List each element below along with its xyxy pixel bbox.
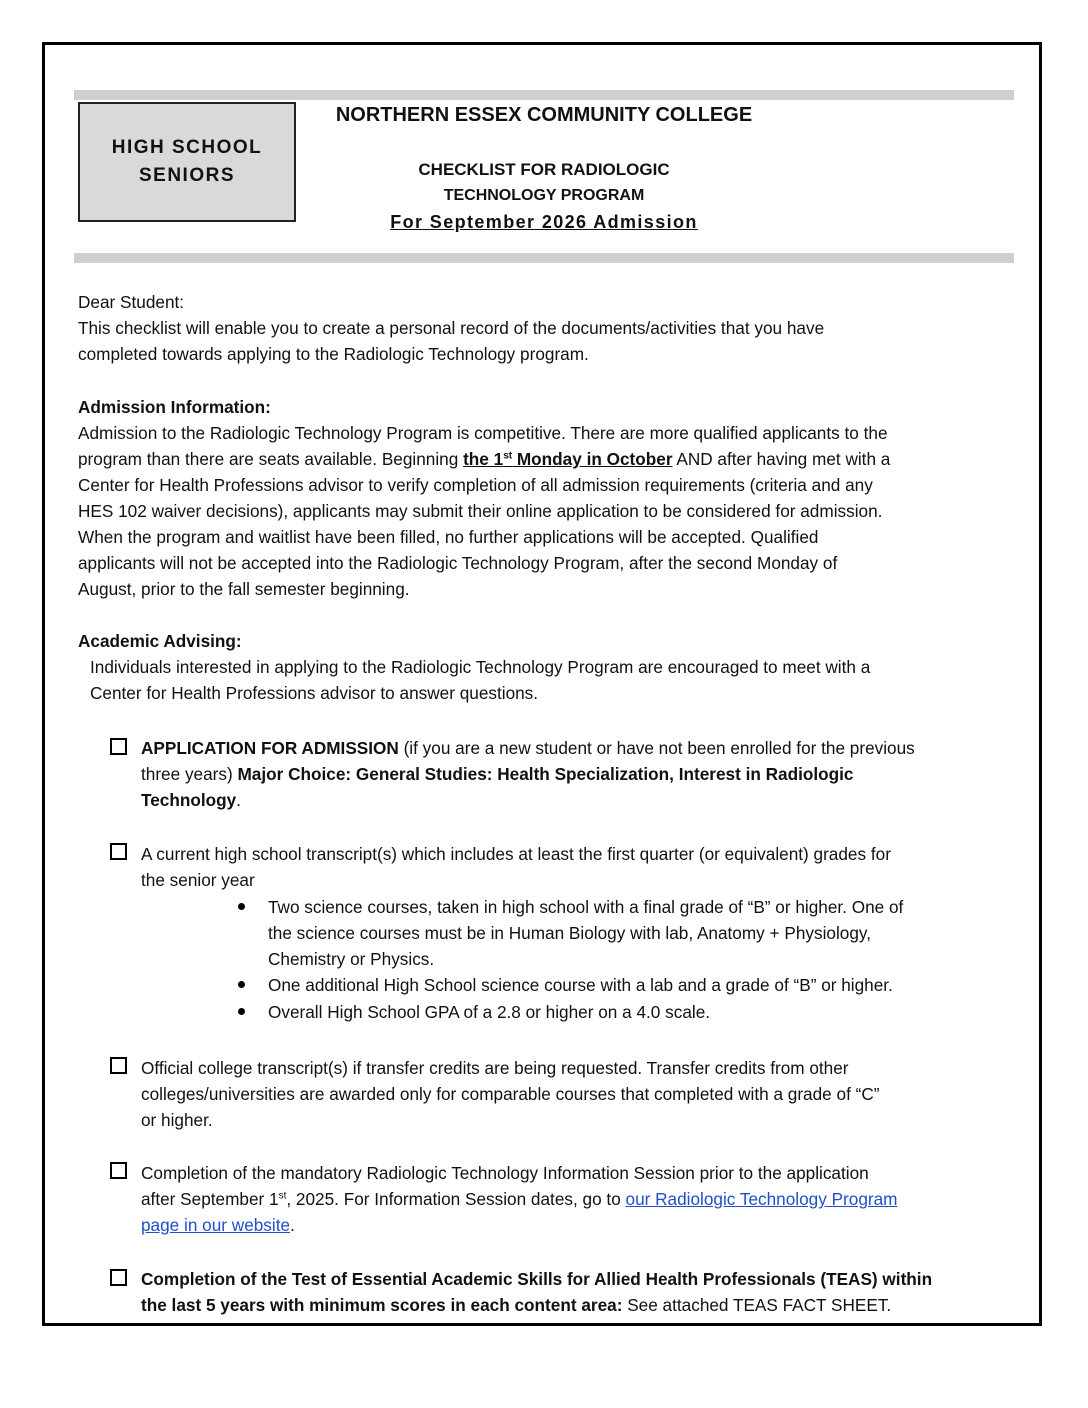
item2-line2: the senior year (141, 870, 255, 890)
bullet1-line3: Chemistry or Physics. (268, 949, 435, 969)
item4-line3 (141, 1212, 1021, 1238)
admission-info-line2-pre: program than there are seats available. Beginning (78, 449, 464, 469)
item2-line1: A current high school transcript(s) which includes at least the first quarter (or equivalent) grades for (141, 844, 891, 864)
bullet1-line2: the science courses must be in Human Biology with lab, Anatomy + Physiology, (268, 923, 871, 943)
admission-term: For September 2026 Admission (390, 212, 698, 232)
admission-info-line5: When the program and waitlist have been filled, no further applications will be accepted. Qualified (78, 527, 819, 547)
item1-end: . (236, 790, 241, 810)
item4-sup: st (278, 1190, 287, 1202)
item4-line2-pre: after September 1 (141, 1189, 279, 1209)
bullet1-line1: Two science courses, taken in high school with a final grade of “B” or higher. One of (268, 897, 904, 917)
application-for-admission-label: APPLICATION FOR ADMISSION (141, 738, 399, 758)
hs-transcript-checkbox[interactable] (110, 843, 127, 860)
admission-info-line4: HES 102 waiver decisions), applicants may submit their online application to be considered for admission. (78, 501, 883, 521)
first-monday-october (463, 449, 672, 469)
badge-line1: HIGH SCHOOL (111, 137, 263, 158)
item1-line3 (141, 787, 1021, 813)
college-transcript-checkbox[interactable] (110, 1057, 127, 1074)
radiologic-program-link[interactable]: our Radiologic Technology Program (625, 1189, 898, 1209)
greeting-line2: completed towards applying to the Radiologic Technology program. (78, 344, 589, 364)
bullet-dot (238, 903, 245, 910)
checklist-title-line1: CHECKLIST FOR RADIOLOGIC (418, 160, 670, 179)
item3-line1: Official college transcript(s) if transfer credits are being requested. Transfer credits from other (141, 1058, 849, 1078)
admission-info-line1: Admission to the Radiologic Technology Program is competitive. There are more qualified applicants to the (78, 423, 888, 443)
admission-info-line7: August, prior to the fall semester beginning. (78, 579, 410, 599)
admission-info-line2 (78, 446, 890, 472)
item4-line2-mid: , 2025. For Information Session dates, go to (286, 1189, 626, 1209)
admission-info-line3: Center for Health Professions advisor to verify completion of all admission requirements (criteria and any (78, 475, 873, 495)
item4-end: . (290, 1215, 295, 1235)
teas-requirement-bold: Completion of the Test of Essential Academic Skills for Allied Health Professionals (TEAS) within (141, 1269, 933, 1289)
greeting-line1: This checklist will enable you to create a personal record of the documents/activities that you have (78, 318, 825, 338)
item4-line2 (141, 1186, 1021, 1212)
bullet2: One additional High School science course with a lab and a grade of “B” or higher. (268, 975, 893, 995)
first-monday-part-b: Monday in October (512, 449, 673, 469)
advising-line1: Individuals interested in applying to the Radiologic Technology Program are encouraged to meet with a (90, 657, 871, 677)
advising-heading: Academic Advising: (78, 631, 242, 651)
header-bottom-rule (74, 253, 1014, 263)
teas-requirement-bold2: the last 5 years with minimum scores in each content area: (141, 1295, 623, 1315)
first-monday-part-a: the 1 (463, 449, 504, 469)
first-monday-sup: st (503, 450, 513, 462)
bullet-dot (238, 1008, 245, 1015)
item1-text1: (if you are a new student or have not been enrolled for the previous (398, 738, 915, 758)
badge-line2: SENIORS (138, 165, 236, 186)
header-top-rule (74, 90, 1014, 100)
bullet-dot (238, 981, 245, 988)
info-session-checkbox[interactable] (110, 1162, 127, 1179)
greeting-salutation: Dear Student: (78, 292, 185, 312)
college-name: NORTHERN ESSEX COMMUNITY COLLEGE (335, 104, 753, 126)
teas-fact-sheet-note: See attached TEAS FACT SHEET. (622, 1295, 892, 1315)
item3-line3: or higher. (141, 1110, 213, 1130)
radiologic-program-link-continued[interactable]: page in our website (141, 1215, 291, 1235)
teas-checkbox[interactable] (110, 1269, 127, 1286)
item5-line1 (141, 1266, 1021, 1292)
item5-line2 (141, 1292, 1021, 1318)
application-checkbox[interactable] (110, 738, 127, 755)
item1-text2: three years) (141, 764, 238, 784)
advising-line2: Center for Health Professions advisor to answer questions. (90, 683, 539, 703)
item4-line1: Completion of the mandatory Radiologic Technology Information Session prior to the application (141, 1163, 869, 1183)
checklist-title-line2: TECHNOLOGY PROGRAM (443, 187, 645, 204)
admission-info-line6: applicants will not be accepted into the Radiologic Technology Program, after the second Monday of (78, 553, 838, 573)
admission-info-heading: Admission Information: (78, 397, 271, 417)
bullet3: Overall High School GPA of a 2.8 or higher on a 4.0 scale. (268, 1002, 711, 1022)
item3-line2: colleges/universities are awarded only for comparable courses that completed with a grade of “C” (141, 1084, 880, 1104)
admission-info-line2-post: AND after having met with a (672, 449, 891, 469)
item1-bold3: Technology (141, 790, 237, 810)
high-school-seniors-badge (78, 102, 296, 222)
item1-line2 (141, 761, 1021, 787)
major-choice-label: Major Choice: General Studies: Health Specialization, Interest in Radiologic (237, 764, 854, 784)
item1-line1 (141, 735, 1021, 761)
